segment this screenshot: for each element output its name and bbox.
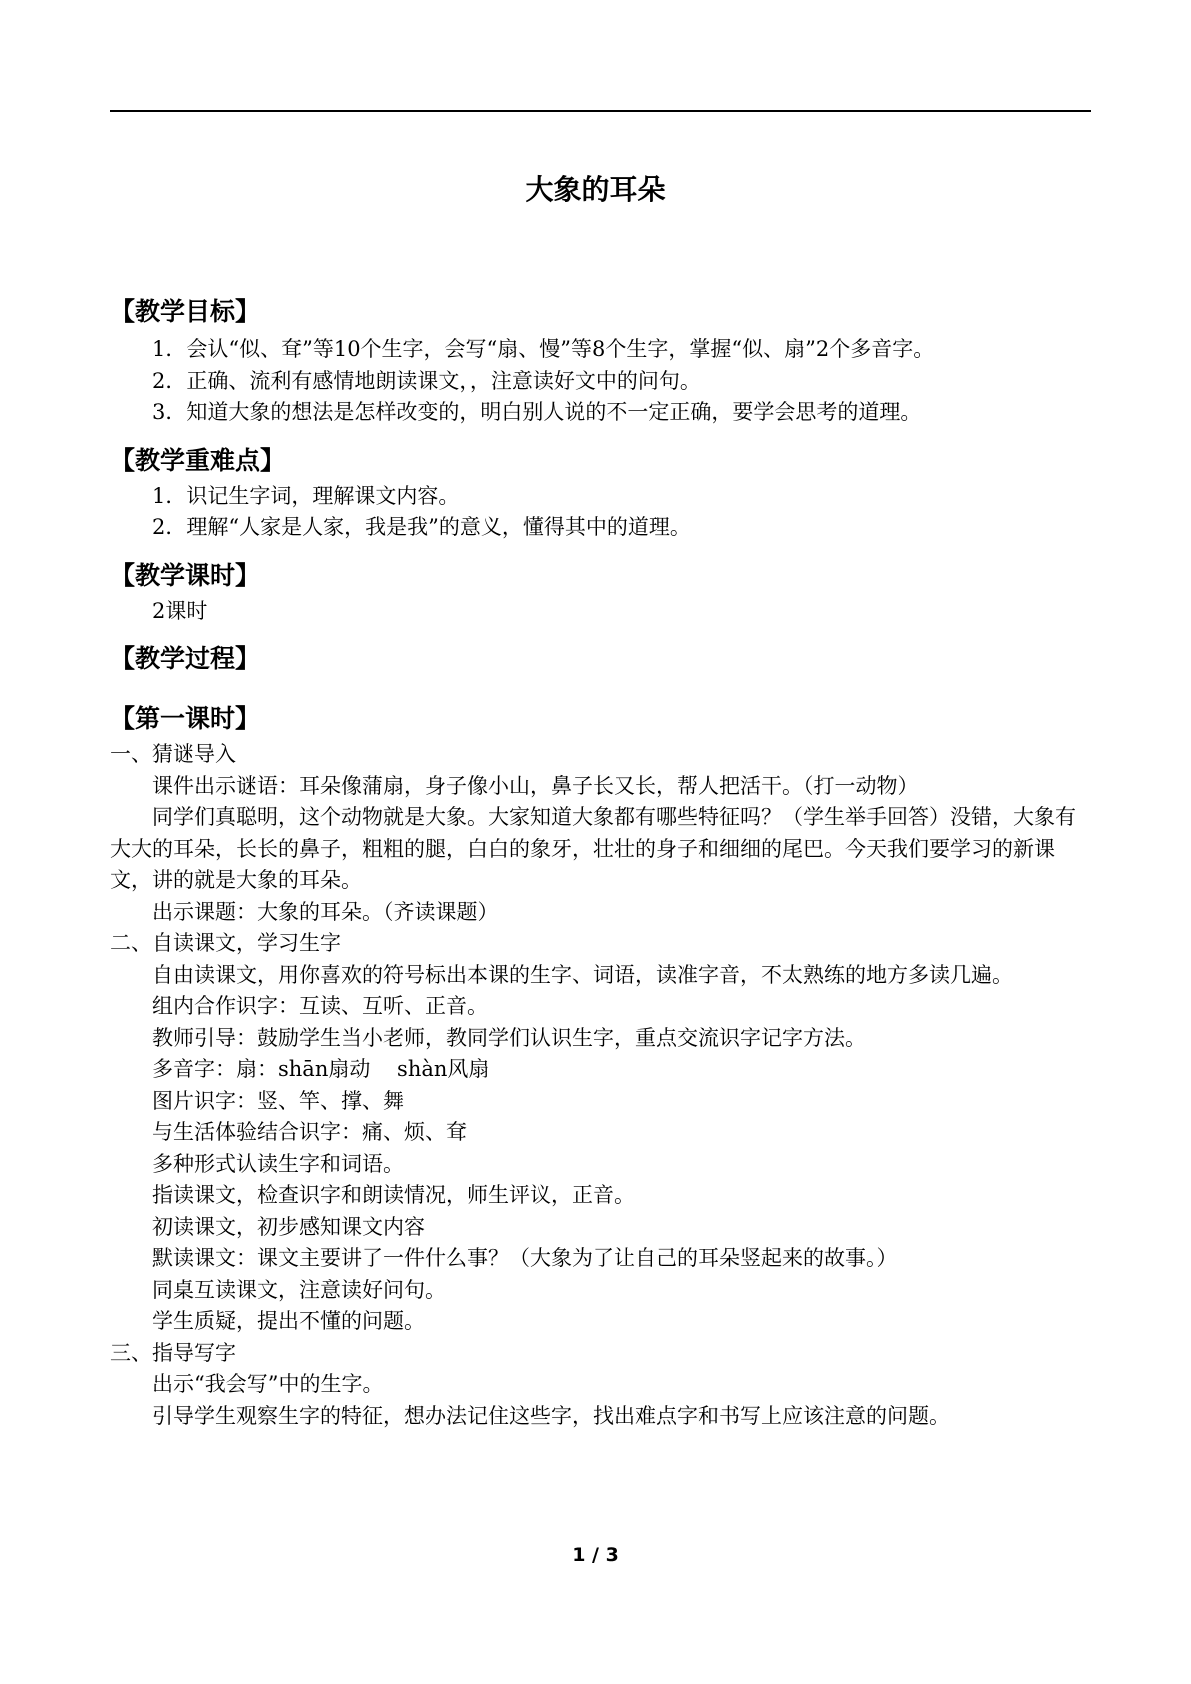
section-heading-first-period: 【第一课时】	[110, 704, 261, 733]
part-title: 二、自读课文，学习生字	[110, 931, 341, 955]
body-line: 自由读课文，用你喜欢的符号标出本课的生字、词语，读准字音，不太熟练的地方多读几遍。	[152, 962, 1013, 987]
body-line: 组内合作识字：互读、互听、正音。	[152, 994, 488, 1018]
body-line: 默读课文：课文主要讲了一件什么事？（大象为了让自己的耳朵竖起来的故事。）	[152, 1246, 898, 1270]
section-heading-process: 【教学过程】	[110, 644, 261, 673]
goal-item: 3．知道大象的想法是怎样改变的，明白别人说的不一定正确，要学会思考的道理。	[152, 400, 922, 424]
body-line: 图片识字：竖、竿、撑、舞	[152, 1088, 404, 1113]
section-heading-periods: 【教学课时】	[110, 560, 261, 590]
section-heading-goals: 【教学目标】	[110, 297, 261, 326]
goal-item: 1．会认“似、耷”等10个生字，会写“扇、慢”等8个生字，掌握“似、扇”2个多音字。	[152, 337, 935, 361]
body-line: 引导学生观察生字的特征，想办法记住这些字，找出难点字和书写上应该注意的问题。	[152, 1403, 950, 1428]
section-heading-key-points: 【教学重难点】	[110, 445, 286, 475]
body-line: 出示“我会写”中的生字。	[152, 1372, 384, 1396]
body-line: 初读课文，初步感知课文内容	[152, 1214, 425, 1239]
body-line: 学生质疑，提出不懂的问题。	[152, 1309, 425, 1333]
body-line: 同桌互读课文，注意读好问句。	[152, 1277, 446, 1302]
part-title: 一、猜谜导入	[110, 742, 236, 766]
periods-text: 2课时	[152, 598, 208, 623]
page-number: 1 / 3	[572, 1544, 619, 1566]
body-line: 指读课文，检查识字和朗读情况，师生评议，正音。	[152, 1183, 635, 1207]
body-line: 多音字：扇：shān扇动 shàn风扇	[152, 1057, 490, 1081]
body-line: 多种形式认读生字和词语。	[152, 1151, 404, 1176]
body-line: 与生活体验结合识字：痛、烦、耷	[152, 1120, 467, 1144]
body-line: 出示课题：大象的耳朵。（齐读课题）	[152, 899, 499, 924]
body-line: 教师引导：鼓励学生当小老师，教同学们认识生字，重点交流识字记字方法。	[152, 1025, 866, 1050]
document-body	[110, 292, 1095, 1432]
key-point-item: 2．理解“人家是人家，我是我”的意义，懂得其中的道理。	[152, 515, 691, 539]
body-line: 课件出示谜语：耳朵像蒲扇，身子像小山，鼻子长又长，帮人把活干。（打一动物）	[152, 773, 919, 798]
part-title: 三、指导写字	[110, 1340, 236, 1365]
key-point-item: 1．识记生字词，理解课文内容。	[152, 483, 460, 508]
document-title: 大象的耳朵	[525, 173, 666, 206]
goal-item: 2．正确、流利有感情地朗读课文，，注意读好文中的问句。	[152, 368, 701, 393]
header-rule	[110, 110, 1091, 112]
body-line: 同学们真聪明，这个动物就是大象。大家知道大象都有哪些特征吗？（学生举手回答）没错，大象有大大的耳朵，长长的鼻子，粗粗的腿，白白的象牙，壮壮的身子和细细的尾巴。今天我们要学习的新课文，讲的就是大象的耳朵。	[110, 805, 1076, 892]
